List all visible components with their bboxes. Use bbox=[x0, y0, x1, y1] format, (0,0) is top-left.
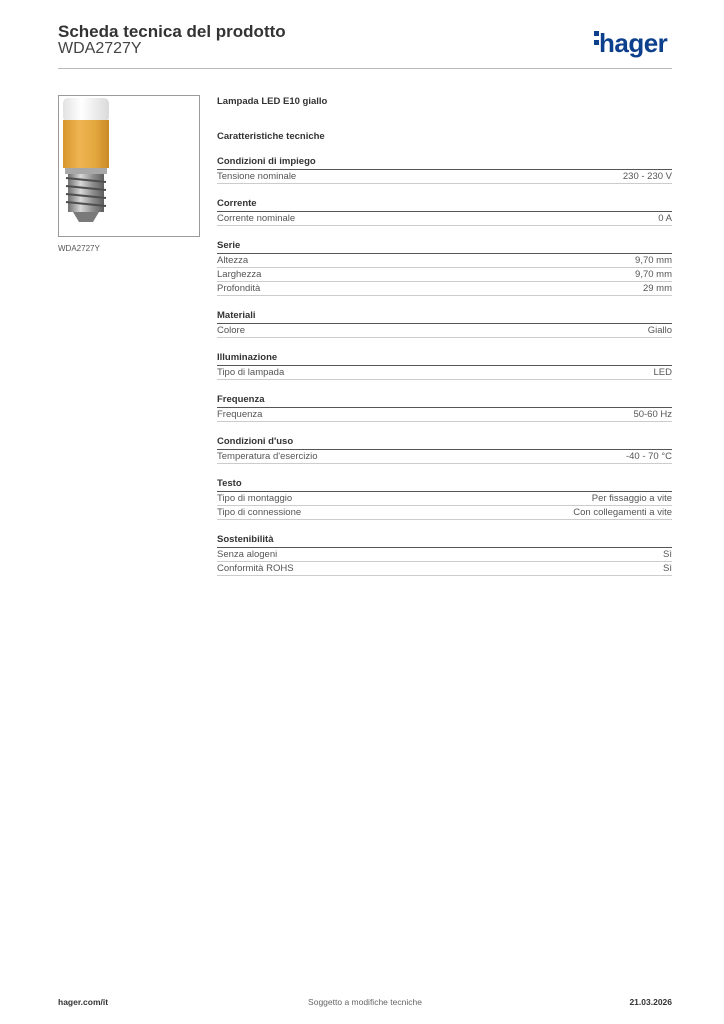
spec-label: Tipo di lampada bbox=[217, 367, 285, 378]
spec-value: 230 - 230 V bbox=[622, 171, 672, 182]
spec-row bbox=[217, 548, 672, 562]
spec-content bbox=[217, 96, 672, 589]
footer-date: 21.03.2026 bbox=[629, 997, 672, 1007]
lamp-screw-base bbox=[66, 174, 106, 222]
spec-label: Tipo di connessione bbox=[217, 507, 302, 518]
group-title: Illuminazione bbox=[217, 351, 672, 366]
spec-value: 29 mm bbox=[642, 283, 672, 294]
specs-heading: Caratteristiche tecniche bbox=[217, 131, 325, 142]
spec-label: Larghezza bbox=[217, 269, 262, 280]
spec-value: 9,70 mm bbox=[635, 255, 672, 266]
spec-label: Senza alogeni bbox=[217, 549, 278, 560]
spec-row bbox=[217, 492, 672, 506]
spec-label: Conformità ROHS bbox=[217, 563, 294, 574]
page-footer bbox=[58, 997, 672, 1009]
spec-row bbox=[217, 254, 672, 268]
spec-row bbox=[217, 408, 672, 422]
spec-label: Profondità bbox=[217, 283, 261, 294]
spec-value: Sì bbox=[663, 549, 672, 560]
product-code: WDA2727Y bbox=[58, 40, 142, 57]
spec-value: 50-60 Hz bbox=[633, 409, 672, 420]
spec-group bbox=[217, 155, 672, 184]
logo-text: hager bbox=[599, 28, 668, 58]
group-title: Testo bbox=[217, 477, 672, 492]
spec-group bbox=[217, 533, 672, 576]
logo-colon-icon bbox=[594, 27, 599, 49]
spec-row bbox=[217, 282, 672, 296]
product-name: Lampada LED E10 giallo bbox=[217, 96, 328, 107]
spec-row bbox=[217, 506, 672, 520]
hager-logo[interactable] bbox=[594, 28, 667, 59]
spec-row bbox=[217, 170, 672, 184]
lamp-collar bbox=[65, 168, 107, 174]
spec-group bbox=[217, 477, 672, 520]
spec-group bbox=[217, 393, 672, 422]
spec-value: Giallo bbox=[647, 325, 672, 336]
spec-row bbox=[217, 268, 672, 282]
footer-url-link[interactable]: hager.com/it bbox=[58, 997, 109, 1007]
spec-row bbox=[217, 212, 672, 226]
spec-group bbox=[217, 197, 672, 226]
group-title: Corrente bbox=[217, 197, 672, 212]
spec-label: Corrente nominale bbox=[217, 213, 296, 224]
lamp-cap bbox=[63, 98, 109, 122]
spec-label: Altezza bbox=[217, 255, 249, 266]
spec-value: Per fissaggio a vite bbox=[591, 493, 672, 504]
group-title: Condizioni d'uso bbox=[217, 435, 672, 450]
spec-row bbox=[217, 366, 672, 380]
spec-value: 9,70 mm bbox=[635, 269, 672, 280]
spec-label: Frequenza bbox=[217, 409, 263, 420]
page-title: Scheda tecnica del prodotto bbox=[58, 22, 286, 41]
product-image-frame bbox=[58, 95, 200, 237]
spec-group bbox=[217, 309, 672, 338]
led-lamp-image bbox=[59, 96, 199, 236]
footer-note: Soggetto a modifiche tecniche bbox=[308, 997, 422, 1007]
group-title: Serie bbox=[217, 239, 672, 254]
group-title: Materiali bbox=[217, 309, 672, 324]
spec-group bbox=[217, 351, 672, 380]
spec-label: Tensione nominale bbox=[217, 171, 297, 182]
spec-value: Con collegamenti a vite bbox=[573, 507, 672, 518]
spec-group bbox=[217, 435, 672, 464]
spec-row bbox=[217, 324, 672, 338]
spec-row bbox=[217, 562, 672, 576]
spec-value: -40 - 70 °C bbox=[625, 451, 672, 462]
spec-value: 0 A bbox=[658, 213, 672, 224]
spec-label: Colore bbox=[217, 325, 245, 336]
group-title: Sostenibilità bbox=[217, 533, 672, 548]
lamp-body bbox=[63, 120, 109, 168]
spec-value: LED bbox=[653, 367, 672, 378]
group-title: Frequenza bbox=[217, 393, 672, 408]
spec-row bbox=[217, 450, 672, 464]
image-caption: WDA2727Y bbox=[58, 244, 100, 253]
spec-value: Sì bbox=[663, 563, 672, 574]
spec-label: Temperatura d'esercizio bbox=[217, 451, 318, 462]
spec-group bbox=[217, 239, 672, 296]
header-divider bbox=[58, 68, 672, 69]
group-title: Condizioni di impiego bbox=[217, 155, 672, 170]
spec-label: Tipo di montaggio bbox=[217, 493, 293, 504]
